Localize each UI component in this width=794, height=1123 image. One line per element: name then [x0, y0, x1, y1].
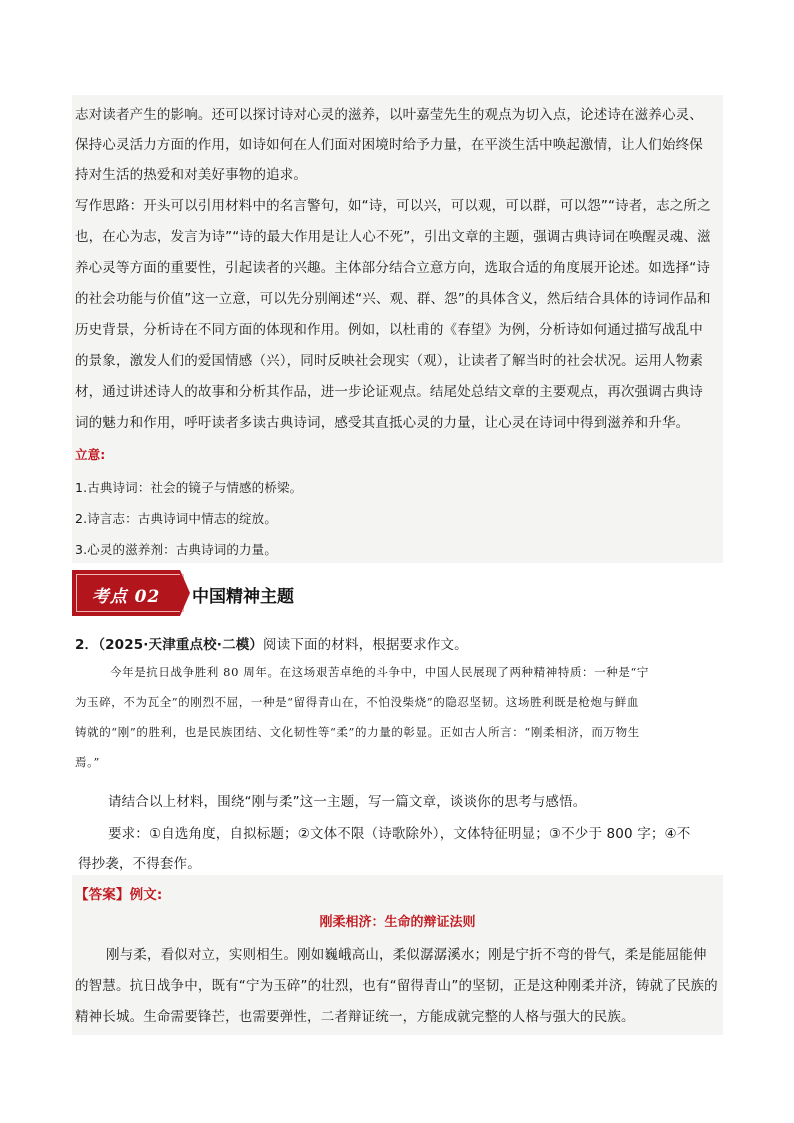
guidance-line: 也，在心为志，发言为诗”“诗的最大作用是让人心不死”，引出文章的主题，强调古典诗词在唤醒灵魂、滋 [75, 229, 711, 245]
idea-item: 2.诗言志：古典诗词中情志的绽放。 [75, 511, 277, 526]
idea-item: 1.古典诗词：社会的镜子与情感的桥梁。 [75, 480, 303, 495]
guidance-line: 养心灵等方面的重要性，引起读者的兴趣。主体部分结合立意方向，选取合适的角度展开论述。如选择“诗 [75, 260, 711, 276]
material-line: 铸就的“刚”的胜利，也是民族团结、文化韧性等“柔”的力量的彰显。正如古人所言：“刚柔相济，而万物生 [75, 725, 640, 739]
essay-line: 刚与柔，看似对立，实则相生。刚如巍峨高山，柔似潺潺溪水；刚是宁折不弯的骨气，柔是能屈能伸 [106, 947, 707, 963]
guidance-line: 材，通过讲述诗人的故事和分析其作品，进一步论证观点。结尾处总结文章的主要观点，再次强调古典诗 [75, 384, 703, 400]
question-number: 2． [75, 637, 99, 653]
guidance-line: 持对生活的热爱和对美好事物的追求。 [75, 167, 308, 183]
section-title: 中国精神主题 [192, 587, 294, 607]
guidance-line: 志对读者产生的影响。还可以探讨诗对心灵的滋养，以叶嘉莹先生的观点为切入点，论述诗在滋养心灵、 [75, 107, 703, 123]
essay-title: 刚柔相济：生命的辩证法则 [319, 915, 476, 930]
essay-line: 的智慧。抗日战争中，既有“宁为玉碎”的壮烈，也有“留得青山”的坚韧，正是这种刚柔并济，铸就了民族的 [75, 978, 718, 994]
question-header [75, 633, 468, 653]
essay-line: 精神长城。生命需要锋芒，也需要弹性，二者辩证统一，方能成就完整的人格与强大的民族。 [75, 1009, 635, 1025]
requirement-line: 得抄袭，不得套作。 [78, 856, 201, 872]
question-source: （2025·天津重点校·二模） [98, 637, 264, 653]
material-line: 为玉碎，不为瓦全”的刚烈不屈，一种是“留得青山在，不怕没柴烧”的隐忍坚韧。这场胜利既是枪炮与鲜血 [75, 695, 639, 709]
question-instruction: 请结合以上材料，围绕“刚与柔”这一主题，写一篇文章，谈谈你的思考与感悟。 [108, 794, 587, 810]
guidance-line: 的景象，激发人们的爱国情感（兴），同时反映社会现实（观），让读者了解当时的社会状况。运用人物素 [75, 353, 704, 369]
guidance-line: 历史背景，分析诗在不同方面的体现和作用。例如，以杜甫的《春望》为例，分析诗如何通过描写战乱中 [75, 322, 703, 338]
answer-label: 【答案】例文: [75, 887, 163, 903]
guidance-line: 词的魅力和作用，呼吁读者多读古典诗词，感受其直抵心灵的力量，让心灵在诗词中得到滋养和升华。 [75, 415, 690, 431]
topic-badge [72, 570, 180, 616]
guidance-line: 的社会功能与价值”这一立意，可以先分别阐述“兴、观、群、怨”的具体含义，然后结合具体的诗词作品和 [75, 291, 711, 307]
guidance-line: 保持心灵活力方面的作用，如诗如何在人们面对困境时给予力量，在平淡生活中唤起激情，让人们始终保 [75, 137, 703, 153]
ideas-heading: 立意: [75, 447, 106, 462]
question-prompt: 阅读下面的材料，根据要求作文。 [263, 637, 468, 653]
material-line: 今年是抗日战争胜利 80 周年。在这场艰苦卓绝的斗争中，中国人民展现了两种精神特质：一种是“宁 [110, 665, 650, 679]
requirement-line: 要求：①自选角度，自拟标题；②文体不限（诗歌除外），文体特征明显；③不少于 800 字；④不 [108, 826, 691, 842]
material-line: 焉。” [75, 755, 100, 769]
topic-badge-label: 考点 02 [91, 587, 161, 607]
idea-item: 3.心灵的滋养剂：古典诗词的力量。 [75, 542, 277, 557]
guidance-line: 写作思路：开头可以引用材料中的名言警句，如“诗，可以兴，可以观，可以群，可以怨”“诗者，志之所之 [75, 198, 711, 214]
